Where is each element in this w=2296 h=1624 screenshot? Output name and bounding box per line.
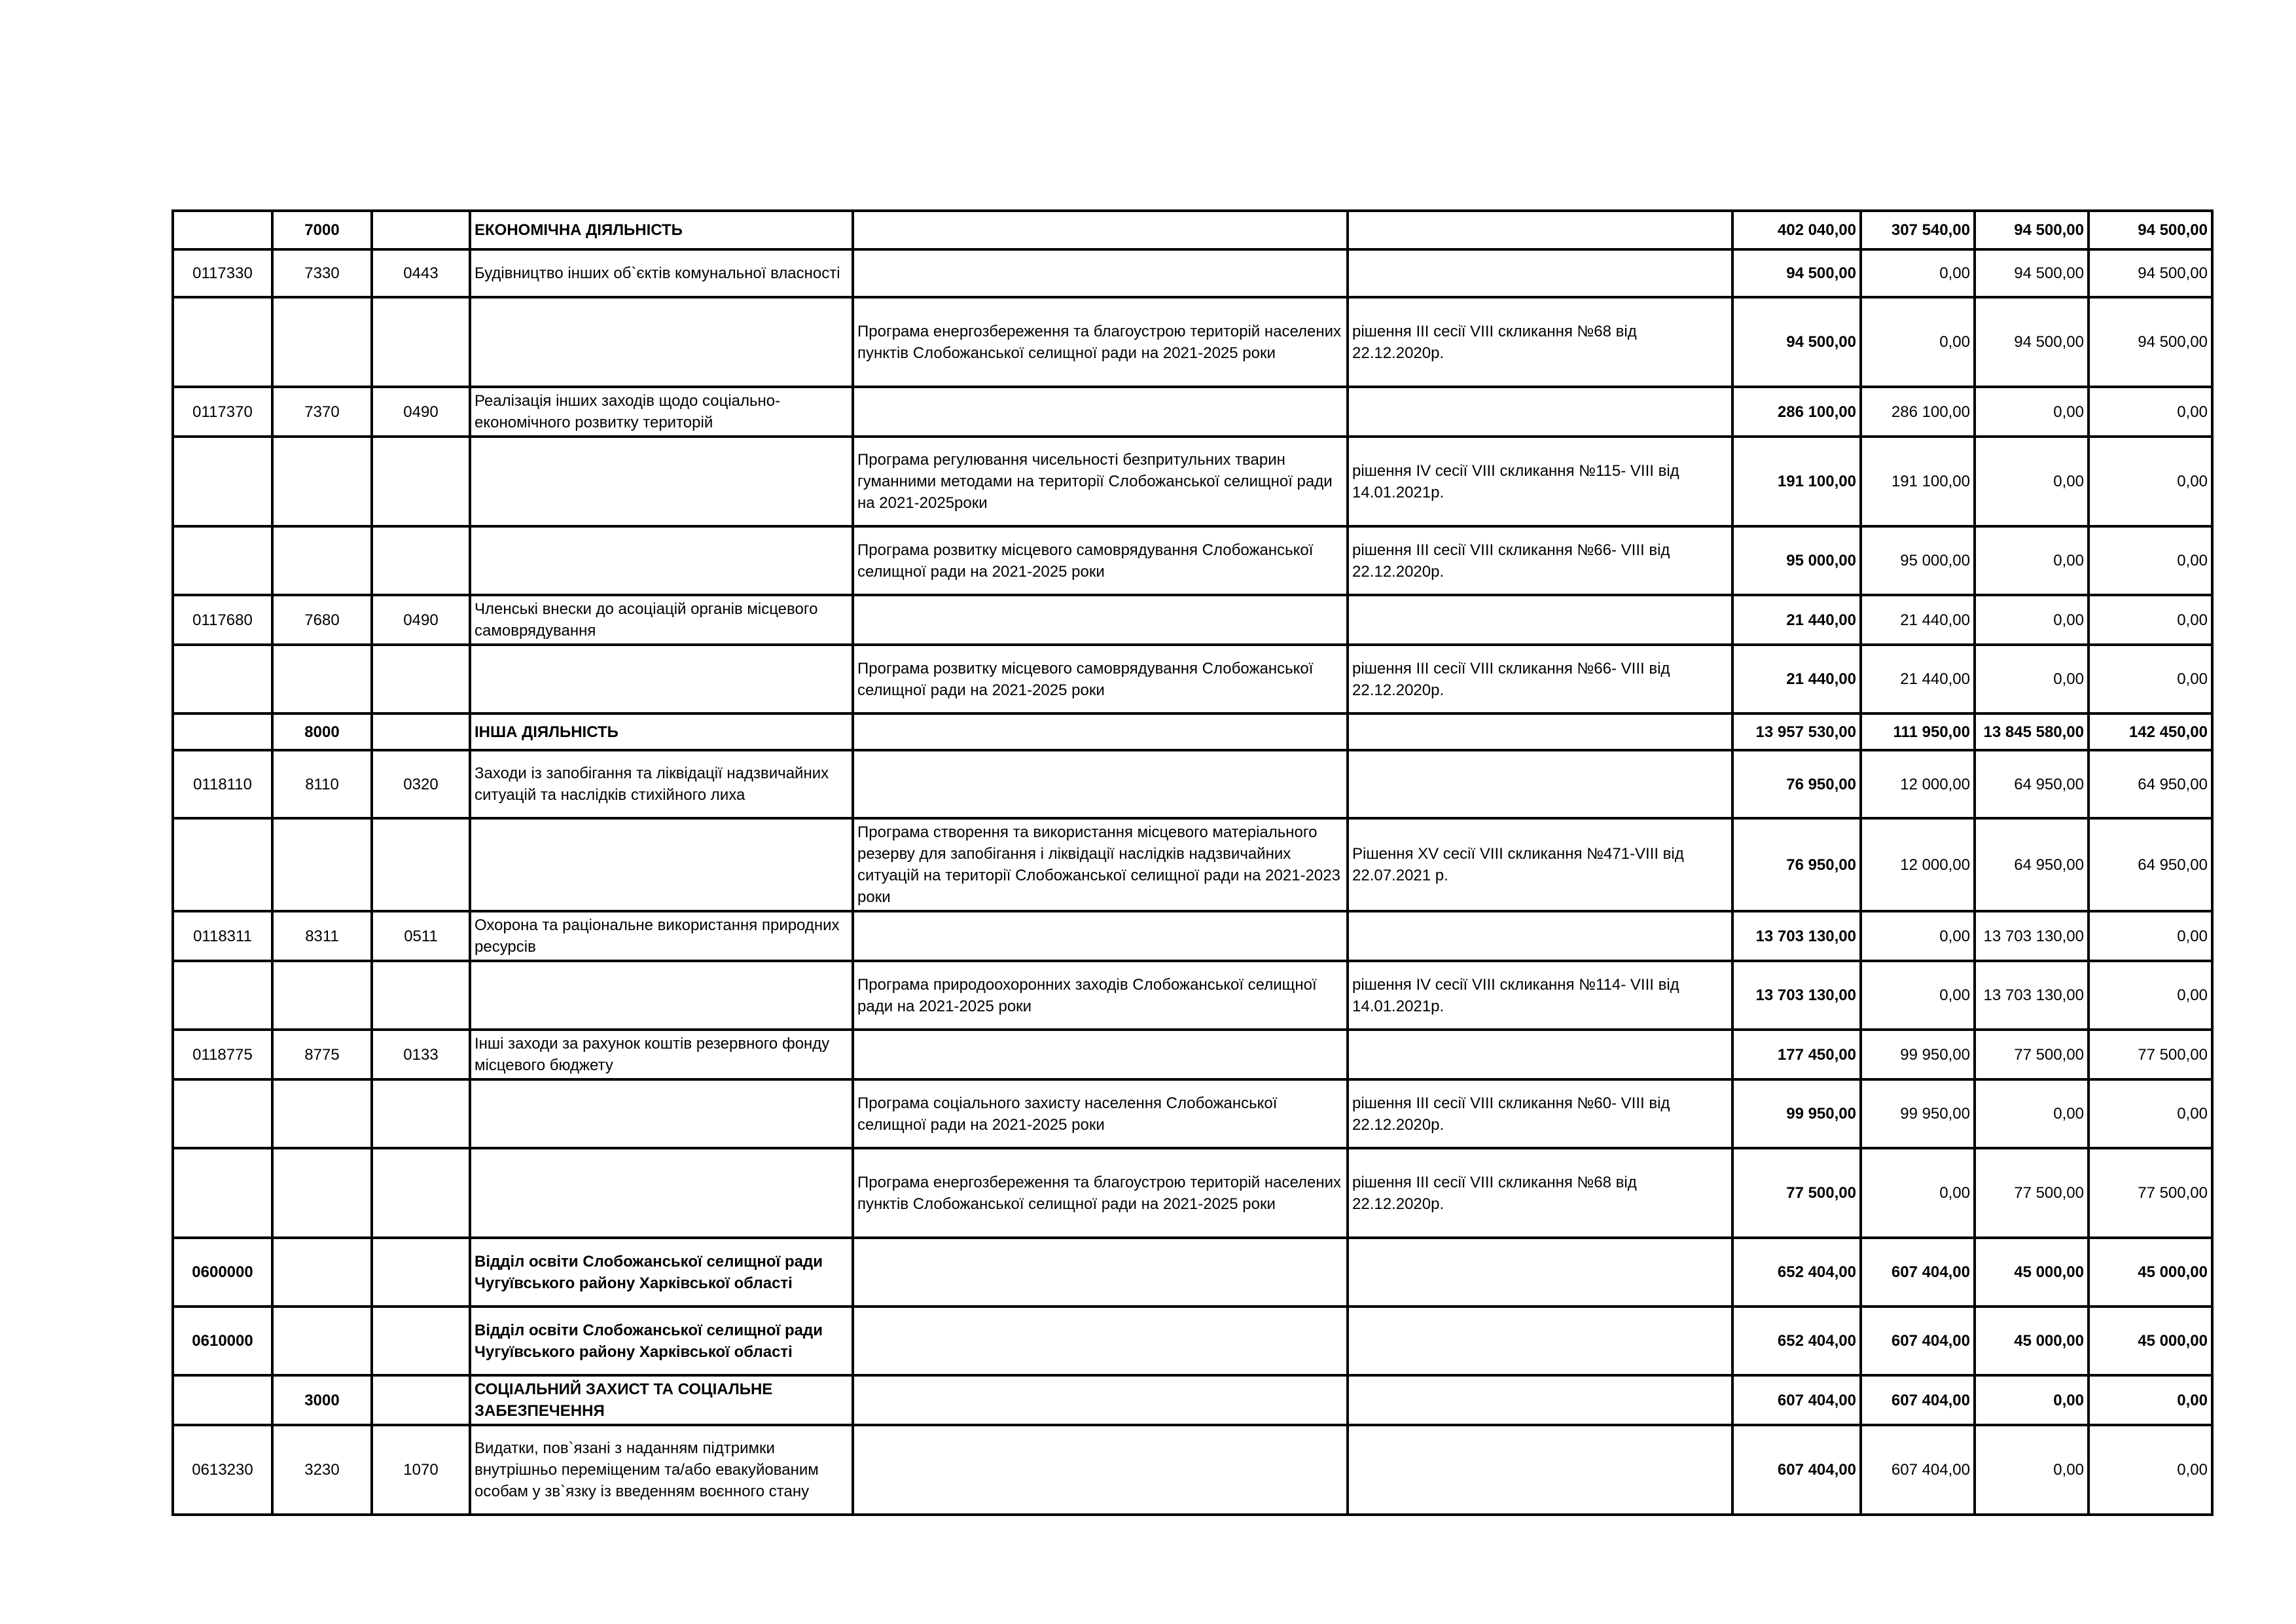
kpk-code-cell: 3230 [272, 1425, 372, 1515]
table-row [173, 713, 2212, 750]
total-amount-cell: 652 404,00 [1732, 1238, 1861, 1307]
special-fund-cell: 0,00 [1975, 645, 2089, 713]
total-amount-cell: 13 703 130,00 [1732, 911, 1861, 961]
table-row [173, 1079, 2212, 1148]
program-name-cell [853, 387, 1348, 437]
development-budget-cell: 94 500,00 [2089, 211, 2212, 249]
development-budget-cell: 94 500,00 [2089, 297, 2212, 387]
table-row [173, 1030, 2212, 1079]
general-fund-cell: 99 950,00 [1861, 1030, 1975, 1079]
total-amount-cell: 99 950,00 [1732, 1079, 1861, 1148]
section-name-cell: Будівництво інших об`єктів комунальної власності [470, 249, 853, 297]
program-name-cell: Програма регулювання чисельності безпритульних тварин гуманними методами на території Слобожанської селищної ради на 2021-2025роки [853, 437, 1348, 526]
function-code-cell [372, 1079, 470, 1148]
budget-programs-table [171, 209, 2214, 1516]
total-amount-cell: 21 440,00 [1732, 595, 1861, 645]
program-name-cell [853, 1425, 1348, 1515]
program-code-cell: 0118775 [173, 1030, 272, 1079]
development-budget-cell: 64 950,00 [2089, 818, 2212, 911]
kpk-code-cell: 8311 [272, 911, 372, 961]
kpk-code-cell [272, 1238, 372, 1307]
program-name-cell: Програма розвитку місцевого самоврядування Слобожанської селищної ради на 2021-2025 роки [853, 645, 1348, 713]
decision-cell [1348, 1238, 1732, 1307]
general-fund-cell: 607 404,00 [1861, 1238, 1975, 1307]
program-name-cell [853, 750, 1348, 818]
special-fund-cell: 13 703 130,00 [1975, 911, 2089, 961]
section-name-cell: Членські внески до асоціацій органів місцевого самоврядування [470, 595, 853, 645]
program-name-cell [853, 211, 1348, 249]
table-row [173, 911, 2212, 961]
table-row [173, 645, 2212, 713]
program-code-cell: 0118110 [173, 750, 272, 818]
general-fund-cell: 607 404,00 [1861, 1307, 1975, 1375]
decision-cell [1348, 595, 1732, 645]
general-fund-cell: 607 404,00 [1861, 1425, 1975, 1515]
program-code-cell: 0610000 [173, 1307, 272, 1375]
section-name-cell [470, 437, 853, 526]
decision-cell: рішення ІІІ сесії VIII скликання №68 від 22.12.2020р. [1348, 1148, 1732, 1238]
table-row [173, 961, 2212, 1030]
program-code-cell [173, 1375, 272, 1425]
general-fund-cell: 95 000,00 [1861, 526, 1975, 595]
function-code-cell: 0443 [372, 249, 470, 297]
total-amount-cell: 13 957 530,00 [1732, 713, 1861, 750]
kpk-code-cell: 8000 [272, 713, 372, 750]
section-name-cell: Інші заходи за рахунок коштів резервного фонду місцевого бюджету [470, 1030, 853, 1079]
special-fund-cell: 94 500,00 [1975, 211, 2089, 249]
section-name-cell [470, 961, 853, 1030]
decision-cell: рішення ІІІ сесії VIII скликання №66- VIII від 22.12.2020р. [1348, 526, 1732, 595]
function-code-cell [372, 526, 470, 595]
kpk-code-cell [272, 961, 372, 1030]
general-fund-cell: 0,00 [1861, 249, 1975, 297]
kpk-code-cell [272, 1307, 372, 1375]
development-budget-cell: 0,00 [2089, 1425, 2212, 1515]
total-amount-cell: 77 500,00 [1732, 1148, 1861, 1238]
program-name-cell: Програма природоохоронних заходів Слобожанської селищної ради на 2021-2025 роки [853, 961, 1348, 1030]
special-fund-cell: 0,00 [1975, 387, 2089, 437]
program-name-cell: Програма соціального захисту населення Слобожанської селищної ради на 2021-2025 роки [853, 1079, 1348, 1148]
special-fund-cell: 94 500,00 [1975, 297, 2089, 387]
section-name-cell: ІНША ДІЯЛЬНІСТЬ [470, 713, 853, 750]
total-amount-cell: 402 040,00 [1732, 211, 1861, 249]
kpk-code-cell: 7000 [272, 211, 372, 249]
decision-cell: рішення IV сесії VIII скликання №114- VIII від 14.01.2021р. [1348, 961, 1732, 1030]
program-code-cell [173, 713, 272, 750]
section-name-cell [470, 526, 853, 595]
decision-cell: Рішення XV сесії VIII скликання №471-VIII від 22.07.2021 р. [1348, 818, 1732, 911]
function-code-cell: 0320 [372, 750, 470, 818]
table-row [173, 297, 2212, 387]
development-budget-cell: 0,00 [2089, 961, 2212, 1030]
general-fund-cell: 12 000,00 [1861, 750, 1975, 818]
function-code-cell [372, 1375, 470, 1425]
general-fund-cell: 307 540,00 [1861, 211, 1975, 249]
total-amount-cell: 94 500,00 [1732, 249, 1861, 297]
total-amount-cell: 76 950,00 [1732, 818, 1861, 911]
program-code-cell: 0613230 [173, 1425, 272, 1515]
program-name-cell [853, 249, 1348, 297]
development-budget-cell: 142 450,00 [2089, 713, 2212, 750]
function-code-cell: 1070 [372, 1425, 470, 1515]
special-fund-cell: 77 500,00 [1975, 1030, 2089, 1079]
total-amount-cell: 13 703 130,00 [1732, 961, 1861, 1030]
general-fund-cell: 12 000,00 [1861, 818, 1975, 911]
table-row [173, 818, 2212, 911]
function-code-cell [372, 1307, 470, 1375]
development-budget-cell: 77 500,00 [2089, 1030, 2212, 1079]
section-name-cell: Видатки, пов`язані з наданням підтримки внутрішньо переміщеним та/або евакуйованим особам у зв`язку із введенням воєнного стану [470, 1425, 853, 1515]
development-budget-cell: 0,00 [2089, 595, 2212, 645]
total-amount-cell: 652 404,00 [1732, 1307, 1861, 1375]
table-row [173, 1425, 2212, 1515]
general-fund-cell: 21 440,00 [1861, 595, 1975, 645]
program-name-cell [853, 1375, 1348, 1425]
total-amount-cell: 191 100,00 [1732, 437, 1861, 526]
section-name-cell [470, 297, 853, 387]
table-row [173, 1238, 2212, 1307]
function-code-cell [372, 297, 470, 387]
program-code-cell [173, 1079, 272, 1148]
kpk-code-cell [272, 297, 372, 387]
kpk-code-cell [272, 1079, 372, 1148]
table-row [173, 211, 2212, 249]
table-row [173, 595, 2212, 645]
total-amount-cell: 95 000,00 [1732, 526, 1861, 595]
section-name-cell [470, 645, 853, 713]
decision-cell [1348, 1030, 1732, 1079]
section-name-cell: Відділ освіти Слобожанської селищної ради Чугуївського району Харківської області [470, 1238, 853, 1307]
general-fund-cell: 21 440,00 [1861, 645, 1975, 713]
program-code-cell [173, 526, 272, 595]
kpk-code-cell: 7680 [272, 595, 372, 645]
special-fund-cell: 0,00 [1975, 526, 2089, 595]
section-name-cell: Заходи із запобігання та ліквідації надзвичайних ситуацій та наслідків стихійного лиха [470, 750, 853, 818]
section-name-cell: ЕКОНОМІЧНА ДІЯЛЬНІСТЬ [470, 211, 853, 249]
kpk-code-cell [272, 818, 372, 911]
special-fund-cell: 77 500,00 [1975, 1148, 2089, 1238]
total-amount-cell: 76 950,00 [1732, 750, 1861, 818]
general-fund-cell: 0,00 [1861, 297, 1975, 387]
function-code-cell [372, 961, 470, 1030]
program-name-cell [853, 911, 1348, 961]
program-name-cell: Програма створення та використання місцевого матеріального резерву для запобігання і ліквідації наслідків надзвичайних ситуацій на території Слобожанської селищної ради на 2021-2023 роки [853, 818, 1348, 911]
section-name-cell [470, 1079, 853, 1148]
decision-cell [1348, 211, 1732, 249]
program-code-cell [173, 211, 272, 249]
total-amount-cell: 286 100,00 [1732, 387, 1861, 437]
program-name-cell [853, 713, 1348, 750]
function-code-cell [372, 1238, 470, 1307]
program-code-cell [173, 1148, 272, 1238]
table-row [173, 249, 2212, 297]
decision-cell: рішення ІІІ сесії VIII скликання №68 від 22.12.2020р. [1348, 297, 1732, 387]
decision-cell [1348, 911, 1732, 961]
development-budget-cell: 77 500,00 [2089, 1148, 2212, 1238]
general-fund-cell: 99 950,00 [1861, 1079, 1975, 1148]
function-code-cell [372, 211, 470, 249]
section-name-cell: Відділ освіти Слобожанської селищної ради Чугуївського району Харківської області [470, 1307, 853, 1375]
general-fund-cell: 191 100,00 [1861, 437, 1975, 526]
function-code-cell: 0511 [372, 911, 470, 961]
kpk-code-cell: 8775 [272, 1030, 372, 1079]
program-code-cell [173, 297, 272, 387]
decision-cell: рішення IV сесії VIII скликання №115- VIII від 14.01.2021р. [1348, 437, 1732, 526]
development-budget-cell: 0,00 [2089, 911, 2212, 961]
kpk-code-cell [272, 526, 372, 595]
program-code-cell [173, 645, 272, 713]
program-name-cell: Програма енергозбереження та благоустрою територій населених пунктів Слобожанської селищної ради на 2021-2025 роки [853, 297, 1348, 387]
development-budget-cell: 45 000,00 [2089, 1307, 2212, 1375]
table-row [173, 387, 2212, 437]
program-code-cell [173, 818, 272, 911]
program-code-cell: 0600000 [173, 1238, 272, 1307]
program-code-cell: 0117370 [173, 387, 272, 437]
total-amount-cell: 607 404,00 [1732, 1425, 1861, 1515]
table-row [173, 437, 2212, 526]
kpk-code-cell: 3000 [272, 1375, 372, 1425]
special-fund-cell: 64 950,00 [1975, 750, 2089, 818]
development-budget-cell: 0,00 [2089, 645, 2212, 713]
development-budget-cell: 0,00 [2089, 1079, 2212, 1148]
general-fund-cell: 111 950,00 [1861, 713, 1975, 750]
table-row [173, 750, 2212, 818]
decision-cell [1348, 249, 1732, 297]
program-code-cell [173, 437, 272, 526]
total-amount-cell: 177 450,00 [1732, 1030, 1861, 1079]
program-name-cell: Програма енергозбереження та благоустрою територій населених пунктів Слобожанської селищної ради на 2021-2025 роки [853, 1148, 1348, 1238]
total-amount-cell: 94 500,00 [1732, 297, 1861, 387]
program-name-cell: Програма розвитку місцевого самоврядування Слобожанської селищної ради на 2021-2025 роки [853, 526, 1348, 595]
kpk-code-cell: 7370 [272, 387, 372, 437]
kpk-code-cell [272, 437, 372, 526]
development-budget-cell: 94 500,00 [2089, 249, 2212, 297]
decision-cell [1348, 1375, 1732, 1425]
table-row [173, 526, 2212, 595]
development-budget-cell: 0,00 [2089, 1375, 2212, 1425]
decision-cell: рішення ІІІ сесії VIII скликання №60- VIII від 22.12.2020р. [1348, 1079, 1732, 1148]
decision-cell [1348, 1425, 1732, 1515]
development-budget-cell: 0,00 [2089, 387, 2212, 437]
function-code-cell [372, 437, 470, 526]
special-fund-cell: 64 950,00 [1975, 818, 2089, 911]
program-name-cell [853, 1307, 1348, 1375]
decision-cell [1348, 750, 1732, 818]
general-fund-cell: 607 404,00 [1861, 1375, 1975, 1425]
section-name-cell [470, 818, 853, 911]
development-budget-cell: 45 000,00 [2089, 1238, 2212, 1307]
table-row [173, 1375, 2212, 1425]
special-fund-cell: 0,00 [1975, 1079, 2089, 1148]
kpk-code-cell: 8110 [272, 750, 372, 818]
table-row [173, 1307, 2212, 1375]
function-code-cell: 0490 [372, 595, 470, 645]
program-code-cell: 0117680 [173, 595, 272, 645]
section-name-cell: Охорона та раціональне використання природних ресурсів [470, 911, 853, 961]
special-fund-cell: 94 500,00 [1975, 249, 2089, 297]
special-fund-cell: 0,00 [1975, 1375, 2089, 1425]
section-name-cell: Реалізація інших заходів щодо соціально-економічного розвитку територій [470, 387, 853, 437]
general-fund-cell: 0,00 [1861, 911, 1975, 961]
decision-cell [1348, 387, 1732, 437]
program-code-cell: 0118311 [173, 911, 272, 961]
special-fund-cell: 13 845 580,00 [1975, 713, 2089, 750]
table-row [173, 1148, 2212, 1238]
function-code-cell [372, 645, 470, 713]
function-code-cell: 0490 [372, 387, 470, 437]
total-amount-cell: 21 440,00 [1732, 645, 1861, 713]
special-fund-cell: 45 000,00 [1975, 1307, 2089, 1375]
special-fund-cell: 0,00 [1975, 437, 2089, 526]
total-amount-cell: 607 404,00 [1732, 1375, 1861, 1425]
program-code-cell: 0117330 [173, 249, 272, 297]
section-name-cell: СОЦІАЛЬНИЙ ЗАХИСТ ТА СОЦІАЛЬНЕ ЗАБЕЗПЕЧЕННЯ [470, 1375, 853, 1425]
special-fund-cell: 45 000,00 [1975, 1238, 2089, 1307]
development-budget-cell: 64 950,00 [2089, 750, 2212, 818]
decision-cell: рішення ІІІ сесії VIII скликання №66- VIII від 22.12.2020р. [1348, 645, 1732, 713]
special-fund-cell: 13 703 130,00 [1975, 961, 2089, 1030]
function-code-cell [372, 818, 470, 911]
decision-cell [1348, 713, 1732, 750]
development-budget-cell: 0,00 [2089, 437, 2212, 526]
function-code-cell: 0133 [372, 1030, 470, 1079]
general-fund-cell: 0,00 [1861, 1148, 1975, 1238]
special-fund-cell: 0,00 [1975, 595, 2089, 645]
program-code-cell [173, 961, 272, 1030]
kpk-code-cell [272, 645, 372, 713]
function-code-cell [372, 1148, 470, 1238]
kpk-code-cell: 7330 [272, 249, 372, 297]
section-name-cell [470, 1148, 853, 1238]
function-code-cell [372, 713, 470, 750]
special-fund-cell: 0,00 [1975, 1425, 2089, 1515]
kpk-code-cell [272, 1148, 372, 1238]
development-budget-cell: 0,00 [2089, 526, 2212, 595]
decision-cell [1348, 1307, 1732, 1375]
general-fund-cell: 0,00 [1861, 961, 1975, 1030]
program-name-cell [853, 595, 1348, 645]
general-fund-cell: 286 100,00 [1861, 387, 1975, 437]
program-name-cell [853, 1238, 1348, 1307]
program-name-cell [853, 1030, 1348, 1079]
